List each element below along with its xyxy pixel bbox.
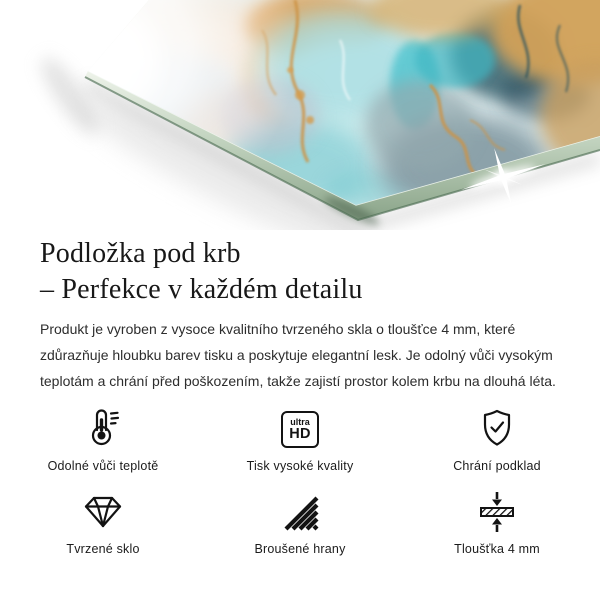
feature-label: Odolné vůči teplotě	[47, 459, 159, 473]
feature-label: Tloušťka 4 mm	[454, 542, 540, 556]
feature-label: Tvrzené sklo	[66, 542, 140, 556]
page-title-line2: – Perfekce v každém detailu	[40, 274, 363, 305]
feature-polished-edges	[254, 489, 345, 556]
ultra-hd-icon-text-top: ultra	[290, 416, 310, 427]
feature-label: Tisk vysoké kvality	[246, 459, 354, 473]
thermometer-icon	[81, 406, 125, 452]
feature-heat-resistant	[48, 406, 159, 473]
thickness-4mm-icon	[475, 489, 519, 535]
feature-thickness	[454, 489, 540, 556]
product-description: Produkt je vyroben z vysoce kvalitního tvrzeného skla o tloušťce 4 mm, které zdůrazňuje hloubku barev tisku a poskytuje elegantní lesk. Je odolný vůči vysokým teplotám a chrání před poškozením, takže zajistí prostor kolem krbu na dlouhá léta.	[40, 321, 556, 389]
shield-check-icon	[475, 406, 519, 452]
ultra-hd-icon-text-bottom: HD	[289, 425, 311, 442]
feature-label: Chrání podklad	[453, 459, 541, 473]
glass-panel-photo	[0, 0, 600, 230]
page-title-line1: Podložka pod krb	[40, 238, 241, 269]
feature-protects-floor	[453, 406, 541, 473]
feature-tempered-glass	[66, 489, 139, 556]
ultra-hd-icon	[281, 406, 319, 452]
page-title	[40, 236, 560, 308]
diamond-icon	[81, 489, 125, 535]
hero-image	[0, 0, 600, 230]
feature-label: Broušené hrany	[254, 542, 346, 556]
feature-grid	[0, 406, 600, 556]
feature-print-quality	[247, 406, 354, 473]
beveled-edges-icon	[278, 489, 322, 535]
